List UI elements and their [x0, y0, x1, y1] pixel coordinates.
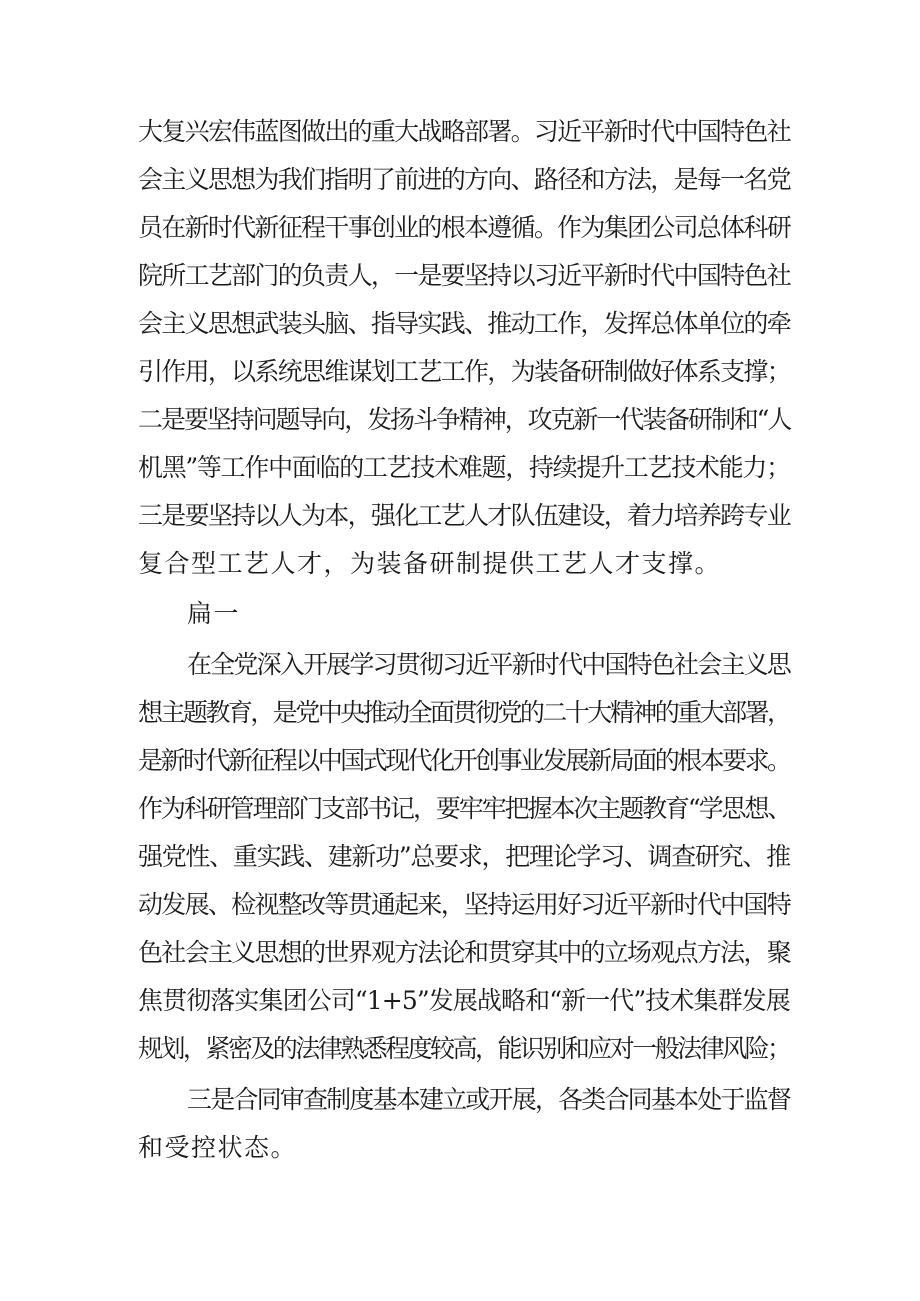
paragraph-1-line-2: 会主义思想为我们指明了前进的方向、路径和方法，是每一名党 — [138, 165, 791, 194]
paragraph-3-line-1: 三是合同审查制度基本建立或开展，各类合同基本处于监督 — [187, 1085, 791, 1114]
paragraph-2-line-3: 是新时代新征程以中国式现代化开创事业发展新局面的根本要求。 — [138, 746, 790, 775]
paragraph-1-line-7: 二是要坚持问题导向，发扬斗争精神，攻克新一代装备研制和“人 — [138, 405, 791, 434]
paragraph-1-line-5: 会主义思想武装头脑、指导实践、推动工作，发挥总体单位的牵 — [138, 309, 791, 338]
paragraph-1-line-8: 机黑”等工作中面临的工艺技术难题，持续提升工艺技术能力； — [138, 453, 790, 482]
paragraph-2-line-1: 在全党深入开展学习贯彻习近平新时代中国特色社会主义思 — [187, 650, 791, 679]
paragraph-2-line-7: 色社会主义思想的世界观方法论和贯穿其中的立场观点方法，聚 — [138, 938, 791, 967]
paragraph-2-line-2: 想主题教育，是党中央推动全面贯彻党的二十大精神的重大部署， — [138, 698, 790, 727]
paragraph-2-line-4: 作为科研管理部门支部书记，要牢牢把握本次主题教育“学思想、 — [138, 794, 791, 823]
paragraph-1-line-4: 院所工艺部门的负责人，一是要坚持以习近平新时代中国特色社 — [138, 261, 791, 290]
paragraph-3-line-2: 和受控状态。 — [138, 1133, 298, 1162]
paragraph-2-line-6: 动发展、检视整改等贯通起来，坚持运用好习近平新时代中国特 — [138, 890, 791, 919]
paragraph-1-line-6: 引作用，以系统思维谋划工艺工作，为装备研制做好体系支撑； — [138, 357, 791, 386]
paragraph-1-line-9: 三是要坚持以人为本，强化工艺人才队伍建设，着力培养跨专业 — [138, 501, 791, 530]
paragraph-2-line-8: 焦贯彻落实集团公司“1+5”发展战略和“新一代”技术集群发展 — [138, 986, 790, 1015]
paragraph-1-line-1: 大复兴宏伟蓝图做出的重大战略部署。习近平新时代中国特色社 — [138, 117, 791, 146]
paragraph-1-line-3: 员在新时代新征程干事创业的根本遵循。作为集团公司总体科研 — [138, 213, 791, 242]
paragraph-1-line-10: 复合型工艺人才，为装备研制提供工艺人才支撑。 — [138, 549, 722, 578]
paragraph-2-line-9: 规划，紧密及的法律熟悉程度较高，能识别和应对一般法律风险； — [138, 1034, 790, 1063]
paragraph-2-line-5: 强党性、重实践、建新功”总要求，把理论学习、调查研究、推 — [138, 842, 790, 871]
section-heading: 扁一 — [187, 599, 241, 628]
